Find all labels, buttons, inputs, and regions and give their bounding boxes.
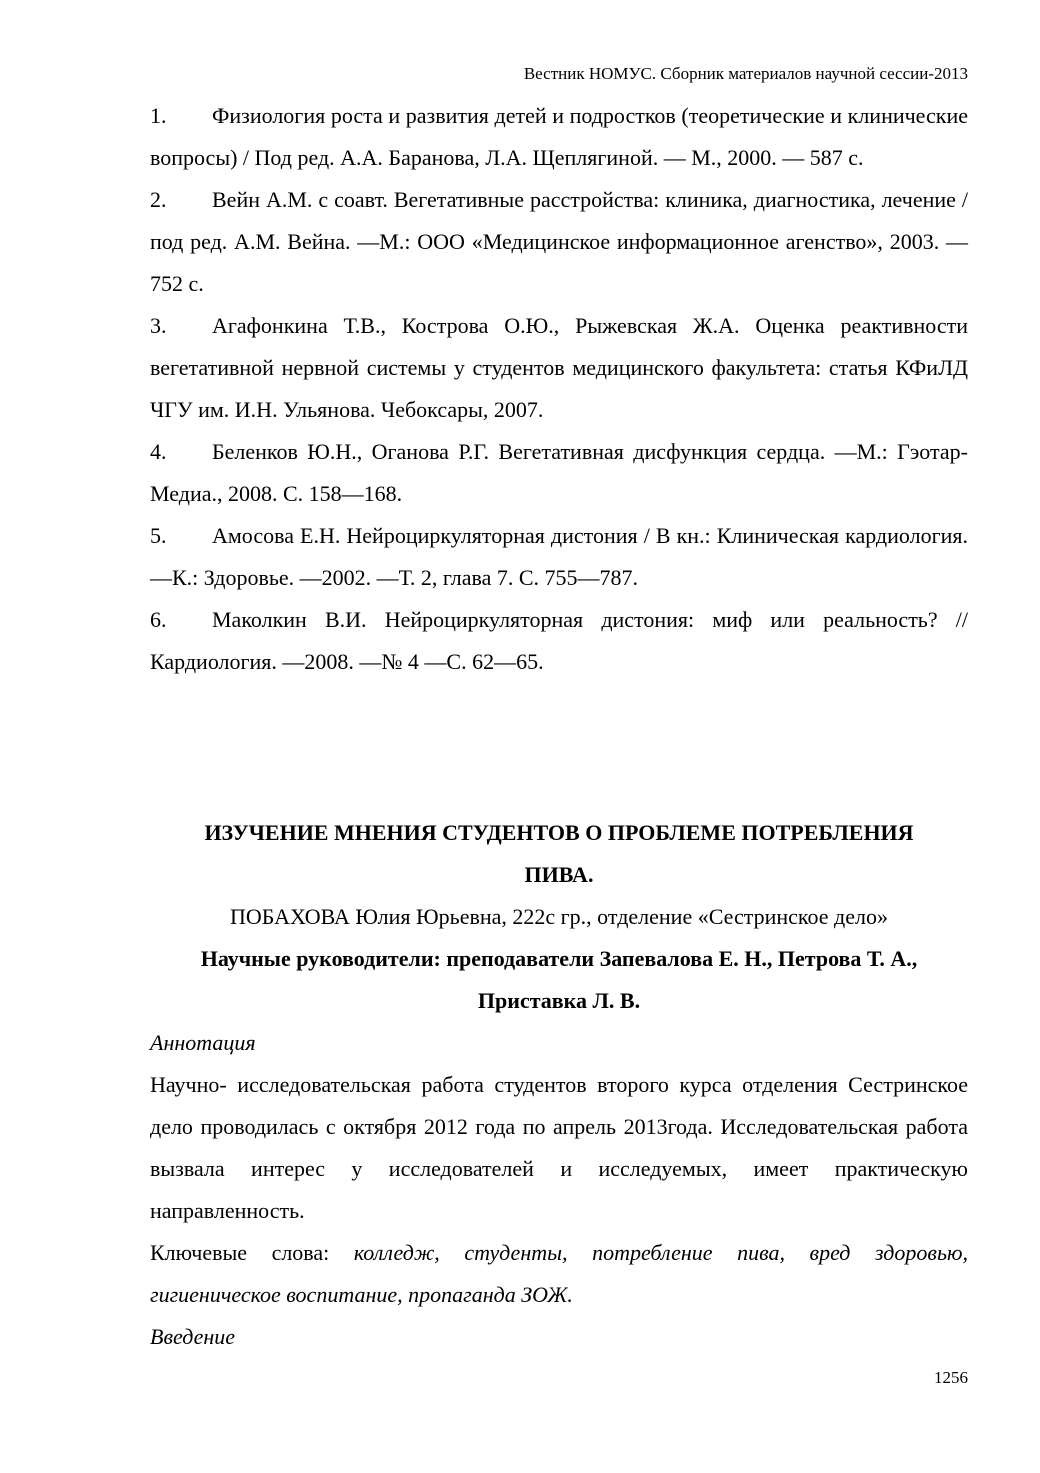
reference-number: 6. bbox=[150, 607, 167, 632]
reference-number: 1. bbox=[150, 103, 167, 128]
reference-item bbox=[150, 179, 968, 305]
reference-item bbox=[150, 599, 968, 683]
reference-item bbox=[150, 431, 968, 515]
reference-item bbox=[150, 305, 968, 431]
article-title-line: ИЗУЧЕНИЕ МНЕНИЯ СТУДЕНТОВ О ПРОБЛЕМЕ ПОТРЕБЛЕНИЯ bbox=[204, 820, 914, 845]
reference-list bbox=[150, 95, 968, 683]
annotation-text: Научно- исследовательская работа студентов второго курса отделения Сестринское дело проводилась с октября 2012 года по апрель 2013года. Исследовательская работа вызвала интерес у исследователей и исследуемых, имеет практическую направленность. bbox=[150, 1072, 968, 1223]
reference-text: Агафонкина Т.В., Кострова О.Ю., Рыжевская Ж.А. Оценка реактивности вегетативной нервной системы у студентов медицинского факультета: статья КФиЛД ЧГУ им. И.Н. Ульянова. Чебоксары, 2007. bbox=[150, 313, 968, 422]
abstract-section bbox=[150, 1022, 968, 1358]
keywords-list: колледж, студенты, потребление пива, вред здоровью, гигиеническое воспитание, пропаганда ЗОЖ. bbox=[150, 1240, 968, 1307]
article-title bbox=[150, 812, 968, 896]
keywords-paragraph bbox=[150, 1232, 968, 1316]
intro-heading: Введение bbox=[150, 1324, 236, 1349]
running-header: Вестник НОМУС. Сборник материалов научной сессии-2013 bbox=[523, 64, 968, 83]
article-author: ПОБАХОВА Юлия Юрьевна, 222с гр., отделение «Сестринское дело» bbox=[230, 904, 888, 929]
reference-text: Физиология роста и развития детей и подростков (теоретические и клинические вопросы) / Под ред. А.А. Баранова, Л.А. Щеплягиной. — М., 2000. — 587 с. bbox=[150, 103, 968, 170]
article-heading-block bbox=[150, 812, 968, 1022]
article-title-line: ПИВА. bbox=[524, 862, 594, 887]
reference-number: 4. bbox=[150, 439, 167, 464]
reference-text: Беленков Ю.Н., Оганова Р.Г. Вегетативная дисфункция сердца. —М.: Гэотар-Медиа., 2008. С. 158—168. bbox=[150, 439, 968, 506]
page-number: 1256 bbox=[934, 1368, 968, 1387]
reference-text: Амосова Е.Н. Нейроциркуляторная дистония / В кн.: Клиническая кардиология. —К.: Здоровье. —2002. —Т. 2, глава 7. С. 755—787. bbox=[150, 523, 968, 590]
reference-text: Вейн А.М. с соавт. Вегетативные расстройства: клиника, диагностика, лечение / под ред. А.М. Вейна. —М.: ООО «Медицинское информационное агенство», 2003. —752 с. bbox=[150, 187, 968, 296]
reference-number: 2. bbox=[150, 187, 167, 212]
reference-text: Маколкин В.И. Нейроциркуляторная дистония: миф или реальность? // Кардиология. —2008. —№ 4 —С. 62—65. bbox=[150, 607, 968, 674]
supervisors-line: Приставка Л. В. bbox=[477, 988, 641, 1013]
reference-number: 5. bbox=[150, 523, 167, 548]
article-supervisors bbox=[150, 938, 968, 1022]
keywords-label: Ключевые слова: bbox=[150, 1240, 354, 1265]
reference-number: 3. bbox=[150, 313, 167, 338]
reference-item bbox=[150, 515, 968, 599]
reference-item bbox=[150, 95, 968, 179]
annotation-heading: Аннотация bbox=[150, 1030, 256, 1055]
supervisors-line: Научные руководители: преподаватели Запевалова Е. Н., Петрова Т. А., bbox=[200, 946, 918, 971]
